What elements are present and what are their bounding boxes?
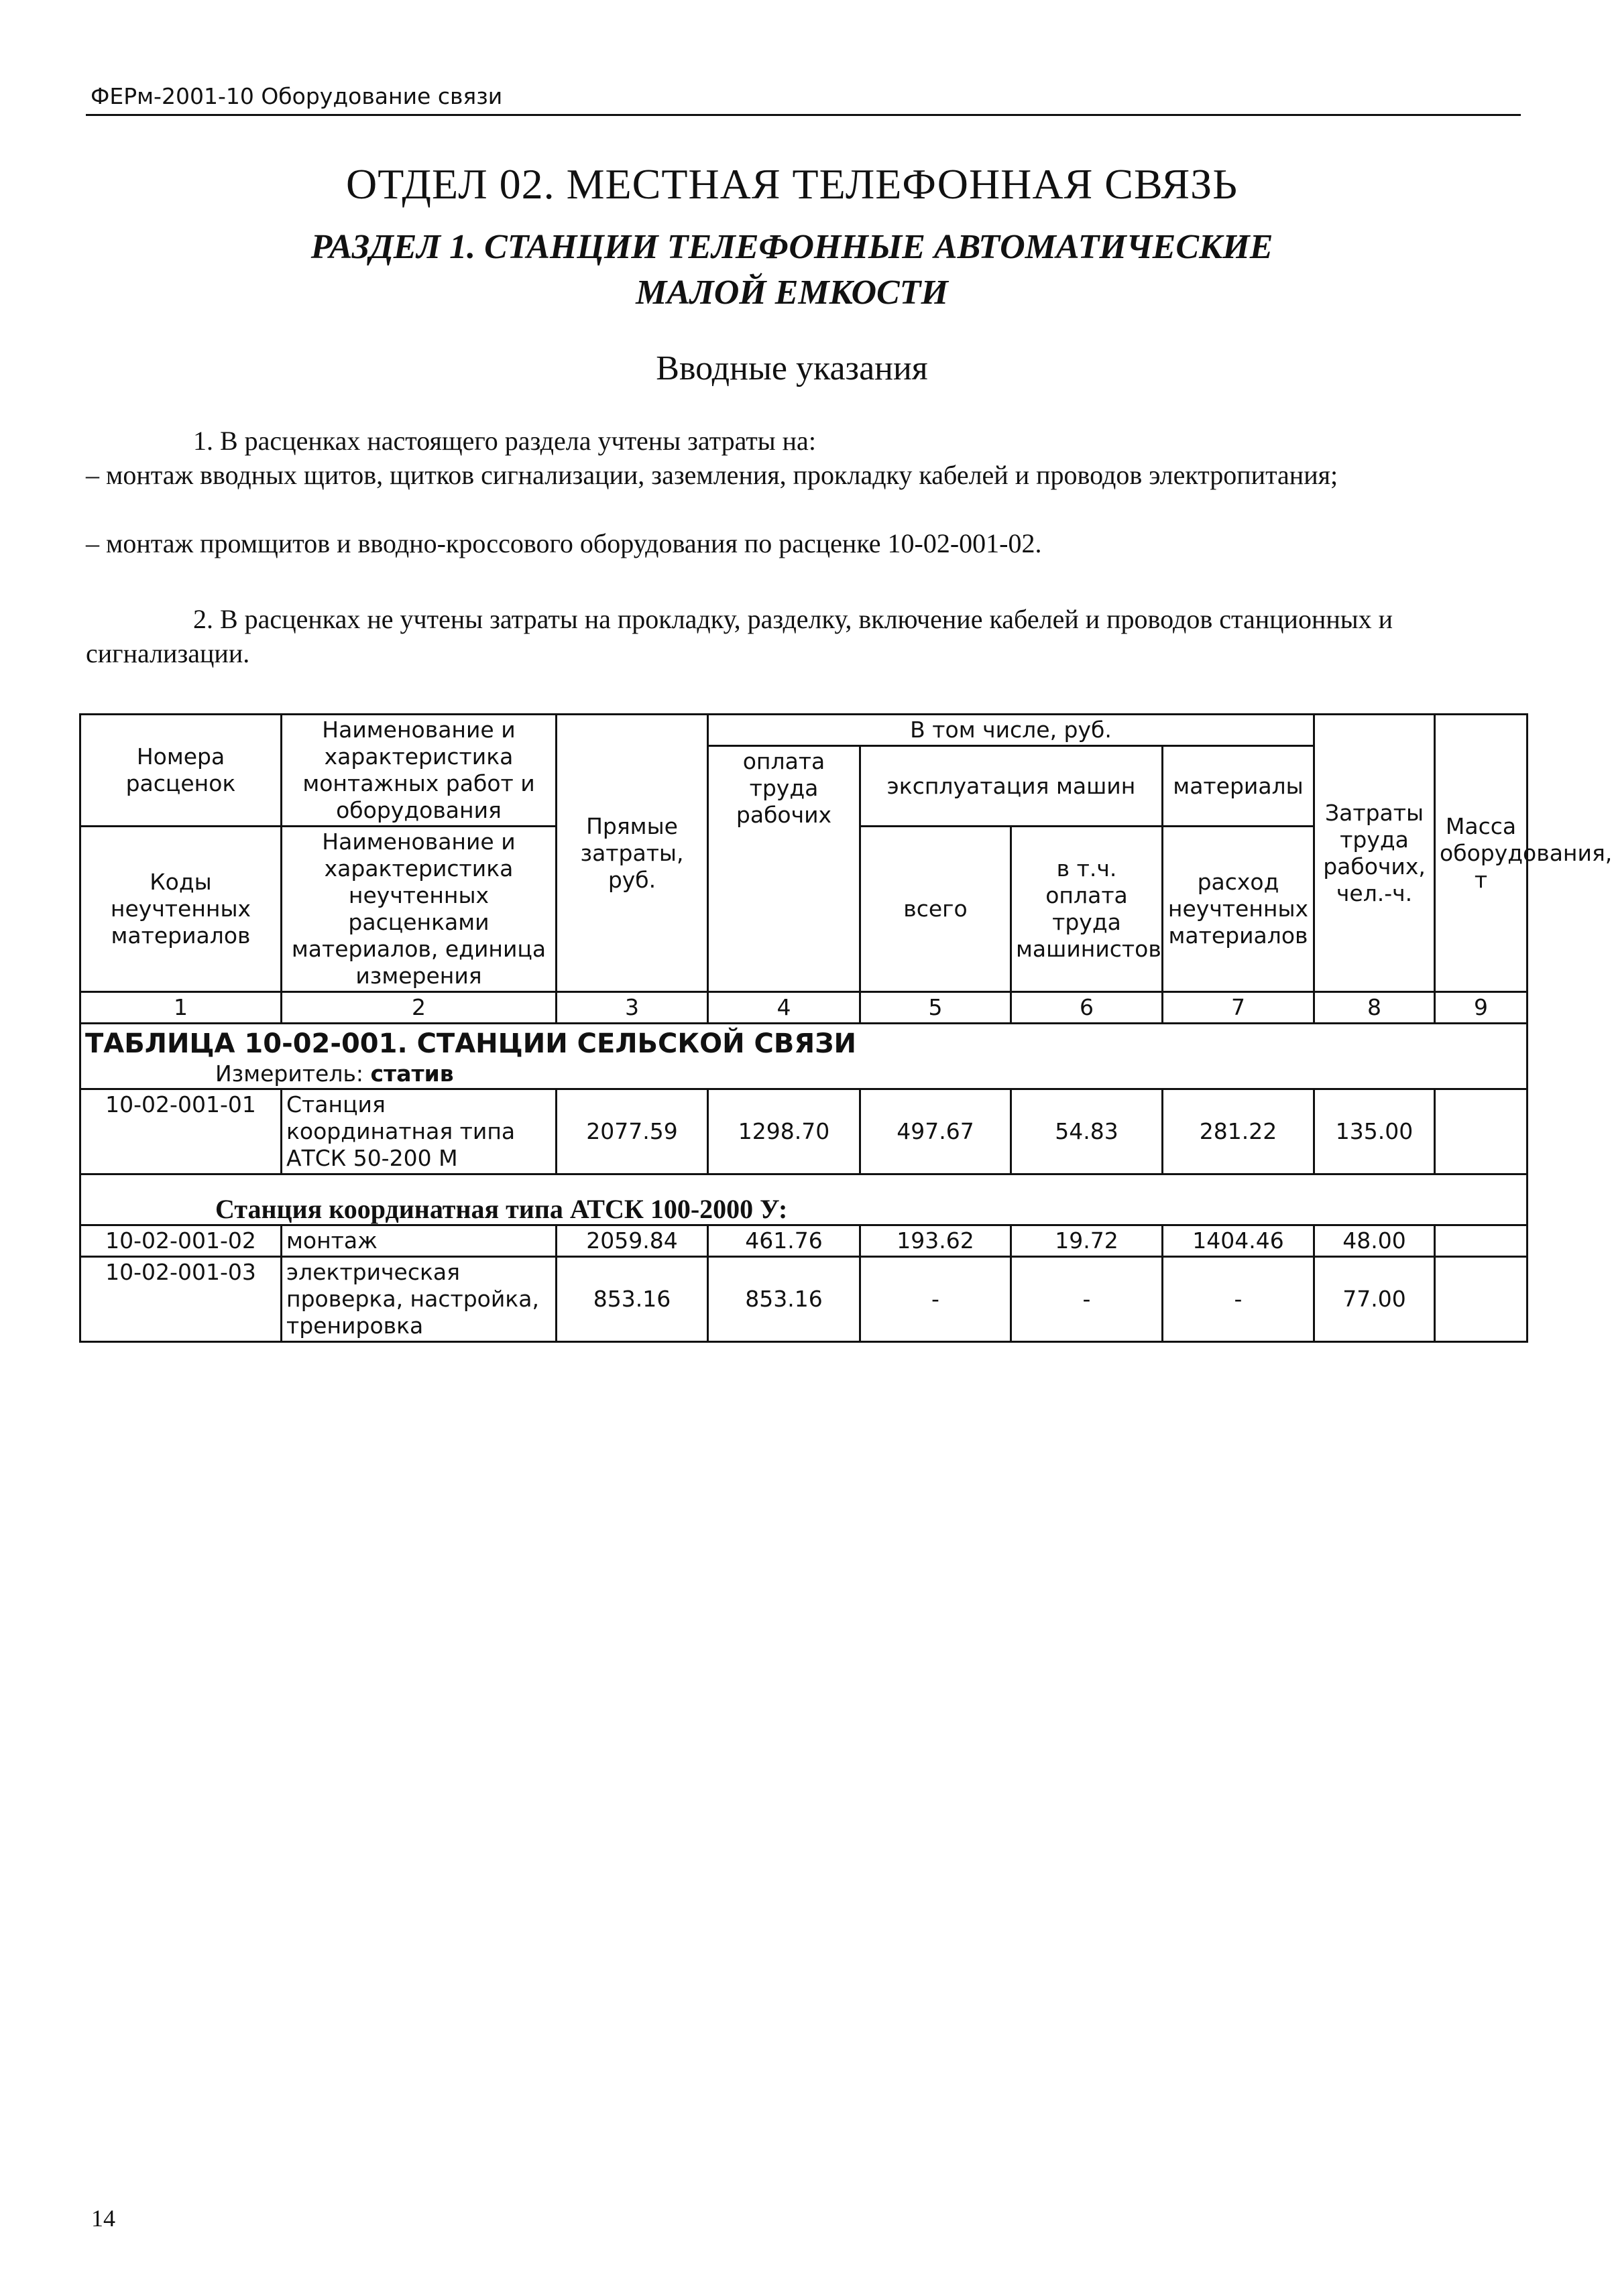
head-material-name: Наименование и характеристика неучтенных расценками материалов, единица измерения: [282, 827, 557, 992]
head-work-name: Наименование и характеристика монтажных работ и оборудования: [282, 715, 557, 827]
col-number: 1: [80, 992, 282, 1024]
direct-costs: 853.16: [557, 1257, 708, 1342]
machines-total: 193.62: [860, 1225, 1011, 1257]
page-number: 14: [91, 2205, 115, 2232]
running-header: ФЕРм-2001-10 Оборудование связи: [91, 83, 503, 109]
paragraph-2: 2. В расценках не учтены затраты на прокладку, разделку, включение кабелей и проводов станционных и сигнализации.: [86, 604, 1393, 668]
head-material-codes: Коды неучтенных материалов: [80, 827, 282, 992]
intro-heading: Вводные указания: [656, 349, 928, 387]
labor-costs: 48.00: [1314, 1225, 1435, 1257]
work-name: Станция координатная типа АТСК 50-200 М: [282, 1089, 557, 1174]
col-number: 4: [708, 992, 860, 1024]
head-including-group: В том числе, руб.: [708, 715, 1314, 746]
col-number: 6: [1011, 992, 1163, 1024]
equipment-mass: [1435, 1257, 1528, 1342]
material-usage: 1404.46: [1163, 1225, 1314, 1257]
worker-pay: 1298.70: [708, 1089, 860, 1174]
head-rate-numbers: Номера расценок: [80, 715, 282, 827]
section-title: [0, 225, 1584, 316]
measure-value: статив: [370, 1060, 454, 1087]
work-name: монтаж: [282, 1225, 557, 1257]
table-row: [80, 1225, 1528, 1257]
col-number: 8: [1314, 992, 1435, 1024]
head-equipment-mass: Масса оборудования, т: [1435, 715, 1528, 992]
header-rule: [86, 114, 1521, 116]
material-usage: -: [1163, 1257, 1314, 1342]
col-number: 3: [557, 992, 708, 1024]
material-usage: 281.22: [1163, 1089, 1314, 1174]
table-section-title: ТАБЛИЦА 10-02-001. СТАНЦИИ СЕЛЬСКОЙ СВЯЗИ: [80, 1024, 1528, 1060]
machines-total: -: [860, 1257, 1011, 1342]
table-subheading: Станция координатная типа АТСК 100-2000 У:: [80, 1174, 1528, 1225]
machinist-pay: 19.72: [1011, 1225, 1163, 1257]
section-title-line2: МАЛОЙ ЕМКОСТИ: [636, 274, 948, 312]
worker-pay: 853.16: [708, 1257, 860, 1342]
head-material-usage: расход неучтенных материалов: [1163, 827, 1314, 992]
head-materials: материалы: [1163, 746, 1314, 827]
worker-pay: 461.76: [708, 1225, 860, 1257]
rate-code: 10-02-001-01: [80, 1089, 282, 1174]
work-name: электрическая проверка, настройка, тренировка: [282, 1257, 557, 1342]
labor-costs: 77.00: [1314, 1257, 1435, 1342]
head-worker-pay: оплата труда рабочих: [708, 746, 860, 992]
table-row: [80, 1257, 1528, 1342]
measure-label: Измеритель:: [215, 1060, 371, 1087]
rate-code: 10-02-001-02: [80, 1225, 282, 1257]
paragraph-1-item-1: – монтаж вводных щитов, щитков сигнализации, заземления, прокладку кабелей и проводов электропитания;: [86, 460, 1338, 490]
direct-costs: 2077.59: [557, 1089, 708, 1174]
section-title-line1: РАЗДЕЛ 1. СТАНЦИИ ТЕЛЕФОННЫЕ АВТОМАТИЧЕСКИЕ: [310, 228, 1273, 266]
department-title: ОТДЕЛ 02. МЕСТНАЯ ТЕЛЕФОННАЯ СВЯЗЬ: [346, 160, 1238, 208]
machinist-pay: -: [1011, 1257, 1163, 1342]
head-machines: эксплуатация машин: [860, 746, 1163, 827]
rates-table: [79, 713, 1612, 1343]
paragraph-1: 1. В расценках настоящего раздела учтены затраты на:: [193, 426, 816, 456]
measure-line: [80, 1060, 1528, 1089]
labor-costs: 135.00: [1314, 1089, 1435, 1174]
paragraph-1-item-2: – монтаж промщитов и вводно-кроссового оборудования по расценке 10-02-001-02.: [86, 528, 1042, 558]
direct-costs: 2059.84: [557, 1225, 708, 1257]
head-direct-costs: Прямые затраты, руб.: [557, 715, 708, 992]
machinist-pay: 54.83: [1011, 1089, 1163, 1174]
equipment-mass: [1435, 1225, 1528, 1257]
col-number: 9: [1435, 992, 1528, 1024]
head-labor-costs: Затраты труда рабочих, чел.-ч.: [1314, 715, 1435, 992]
column-numbers-row: [80, 992, 1528, 1024]
table-row: [80, 1089, 1528, 1174]
col-number: 2: [282, 992, 557, 1024]
head-machines-total: всего: [860, 827, 1011, 992]
rate-code: 10-02-001-03: [80, 1257, 282, 1342]
machines-total: 497.67: [860, 1089, 1011, 1174]
head-machinist-pay: в т.ч. оплата труда машинистов: [1011, 827, 1163, 992]
col-number: 5: [860, 992, 1011, 1024]
col-number: 7: [1163, 992, 1314, 1024]
equipment-mass: [1435, 1089, 1528, 1174]
